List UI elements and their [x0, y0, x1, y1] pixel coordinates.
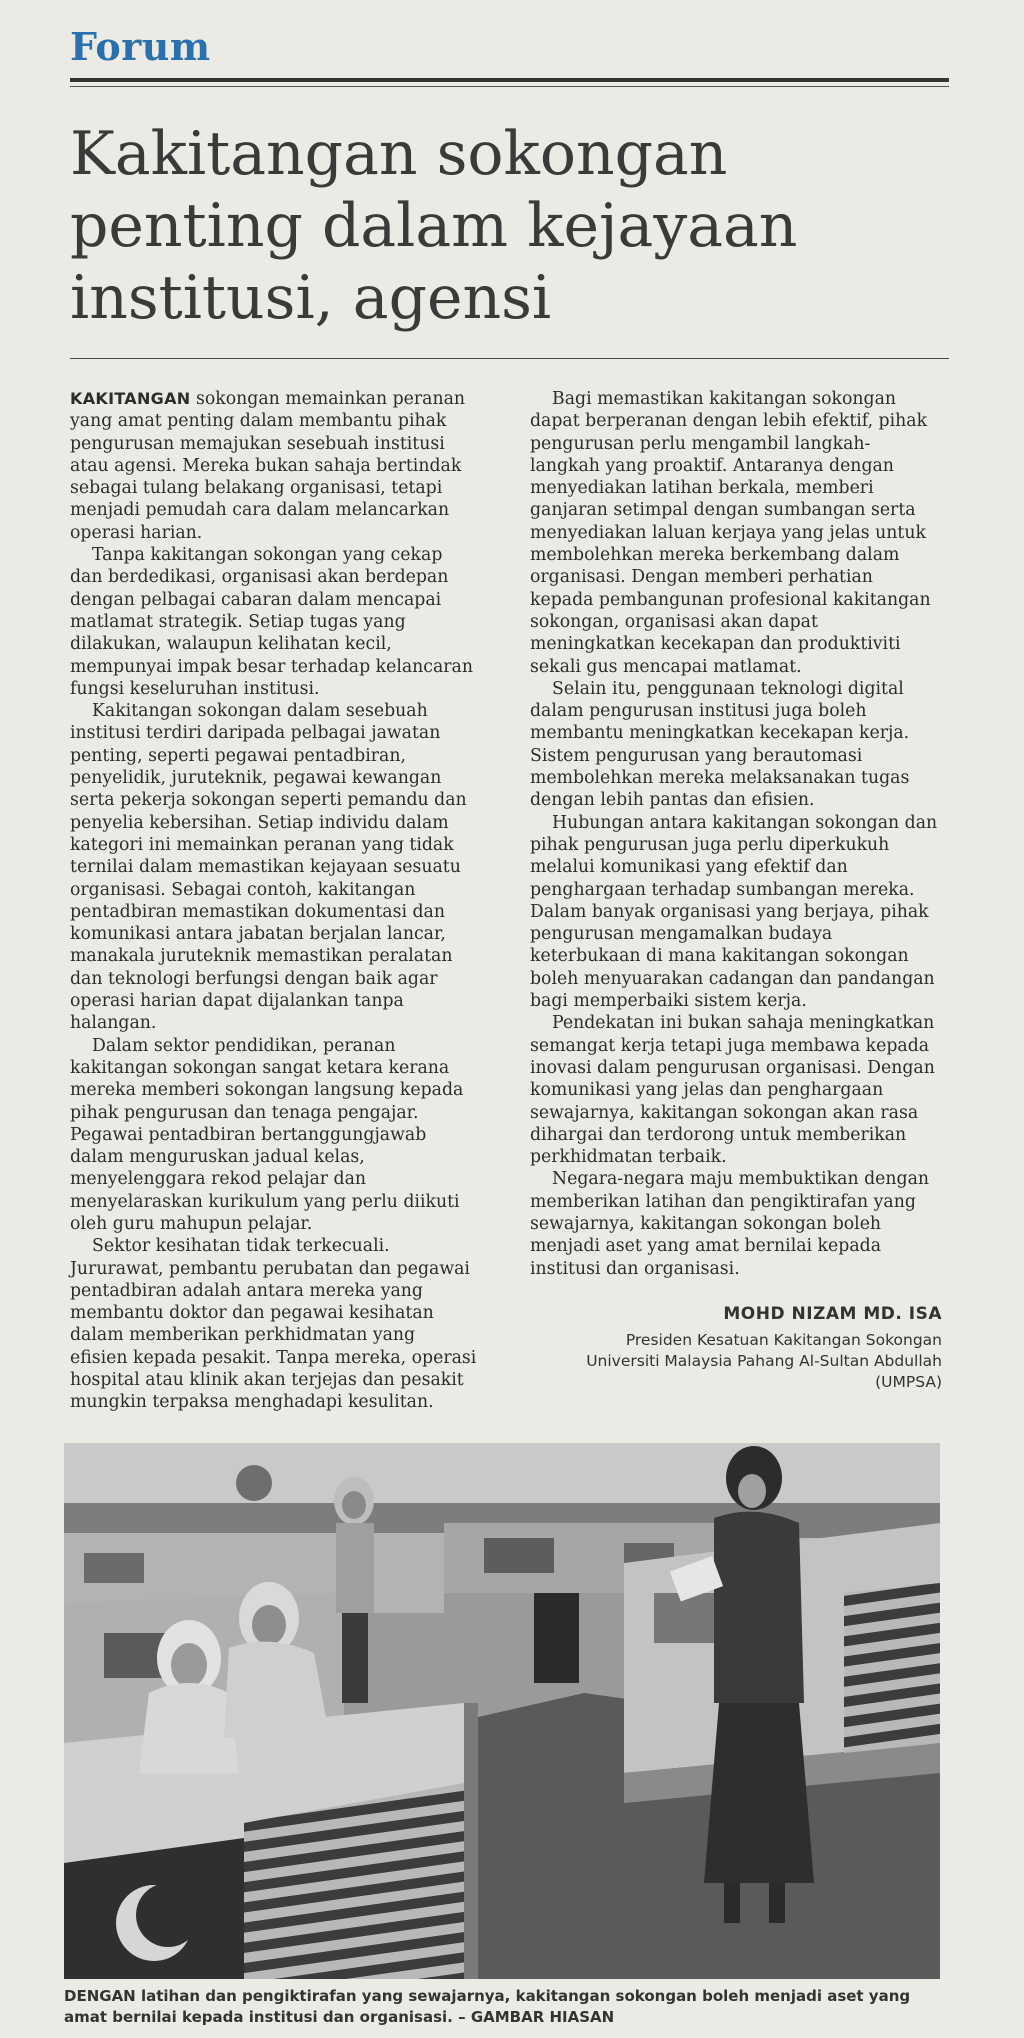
paragraph: Bagi memastikan kakitangan sokongan dapat berperanan dengan lebih efektif, pihak pengurusan perlu mengambil langkah-langkah yang proaktif. Antaranya dengan menyediakan latihan berkala, memberi ganjaran setimpal dengan sumbangan serta menyediakan laluan kerjaya yang jelas untuk membolehkan mereka berkembang dalam organisasi. Dengan memberi perhatian kepada pembangunan profesional kakitangan sokongan, organisasi akan dapat meningkatkan kecekapan dan produktiviti sekali gus mencapai matlamat.: [530, 389, 931, 677]
paragraph-text: sokongan memainkan peranan yang amat penting dalam membantu pihak pengurusan memajukan sesebuah institusi atau agensi. Mereka bukan sahaja bertindak sebagai tulang belakang organisasi, tetapi menjadi pemudah cara dalam melancarkan operasi harian.: [70, 389, 466, 543]
header-rule-thin: [70, 86, 949, 87]
article-column-left: [70, 388, 478, 1414]
paragraph: Dalam sektor pendidikan, peranan kakitangan sokongan sangat ketara kerana mereka memberi sokongan langsung kepada pihak pengurusan dan tenaga pengajar. Pegawai pentadbiran bertanggungjawab dalam menguruskan jadual kelas, menyelenggara rekod pelajar dan menyelaraskan kurikulum yang perlu diikuti oleh guru mahupun pelajar.: [70, 1035, 464, 1234]
paragraph: Sektor kesihatan tidak terkecuali. Jururawat, pembantu perubatan dan pegawai pentadbiran adalah antara mereka yang membantu doktor dan pegawai kesihatan dalam memberikan perkhidmatan yang efisien kepada pesakit. Tanpa mereka, operasi hospital atau klinik akan terjejas dan pesakit mungkin terpaksa menghadapi kesulitan.: [70, 1236, 477, 1413]
byline: [586, 1304, 942, 1393]
paragraph: Kakitangan sokongan dalam sesebuah institusi terdiri daripada pelbagai jawatan penting, seperti pegawai pentadbiran, penyelidik, juruteknik, pegawai kewangan serta pekerja sokongan seperti pemandu dan penyelia kebersihan. Setiap individu dalam kategori ini memainkan peranan yang tidak ternilai dalam memastikan kejayaan sesuatu organisasi. Sebagai contoh, kakitangan pentadbiran memastikan dokumentasi dan komunikasi antara jabatan berjalan lancar, manakala juruteknik memastikan peralatan dan teknologi berfungsi dengan baik agar operasi harian dapat dijalankan tanpa halangan.: [70, 701, 467, 1034]
office-photo: [64, 1443, 940, 1979]
paragraph: Selain itu, penggunaan teknologi digital dalam pengurusan institusi juga boleh membantu meningkatkan kecekapan kerja. Sistem pengurusan yang berautomasi membolehkan mereka melaksanakan tugas dengan lebih pantas dan efisien.: [530, 678, 910, 811]
author-institution-abbr: (UMPSA): [875, 1373, 942, 1391]
paragraph: Pendekatan ini bukan sahaja meningkatkan semangat kerja tetapi juga membawa kepada inovasi dalam pengurusan organisasi. Dengan komunikasi yang jelas dan penghargaan sewajarnya, kakitangan sokongan akan rasa dihargai dan terdorong untuk memberikan perkhidmatan terbaik.: [530, 1013, 935, 1168]
author-institution: Universiti Malaysia Pahang Al-Sultan Abdullah: [586, 1352, 942, 1370]
author-title: Presiden Kesatuan Kakitangan Sokongan: [625, 1331, 942, 1349]
author-name: MOHD NIZAM MD. ISA: [723, 1304, 942, 1324]
section-label: Forum: [70, 24, 211, 69]
paragraph: Negara-negara maju membuktikan dengan memberikan latihan dan pengiktirafan yang sewajarnya, kakitangan sokongan boleh menjadi aset yang amat bernilai kepada institusi dan organisasi.: [530, 1169, 930, 1279]
paragraph: [70, 388, 478, 544]
lead-word: KAKITANGAN: [70, 389, 191, 408]
headline: Kakitangan sokongan penting dalam kejayaan institusi, agensi: [70, 119, 798, 333]
photo-caption: DENGAN latihan dan pengiktirafan yang sewajarnya, kakitangan sokongan boleh menjadi aset yang amat bernilai kepada institusi dan organisasi. – GAMBAR HIASAN: [64, 1987, 911, 2026]
article-column-right: [530, 388, 940, 1280]
headline-rule: [70, 358, 949, 359]
header-rule-thick: [70, 78, 949, 82]
paragraph: Hubungan antara kakitangan sokongan dan pihak pengurusan juga perlu diperkukuh melalui komunikasi yang efektif dan penghargaan terhadap sumbangan mereka. Dalam banyak organisasi yang berjaya, pihak pengurusan mengamalkan budaya keterbukaan di mana kakitangan sokongan boleh menyuarakan cadangan dan pandangan bagi memperbaiki sistem kerja.: [530, 812, 938, 1012]
paragraph: Tanpa kakitangan sokongan yang cekap dan berdedikasi, organisasi akan berdepan dengan pelbagai cabaran dalam mencapai matlamat strategik. Setiap tugas yang dilakukan, walaupun kelihatan kecil, mempunyai impak besar terhadap kelancaran fungsi keseluruhan institusi.: [70, 545, 473, 699]
